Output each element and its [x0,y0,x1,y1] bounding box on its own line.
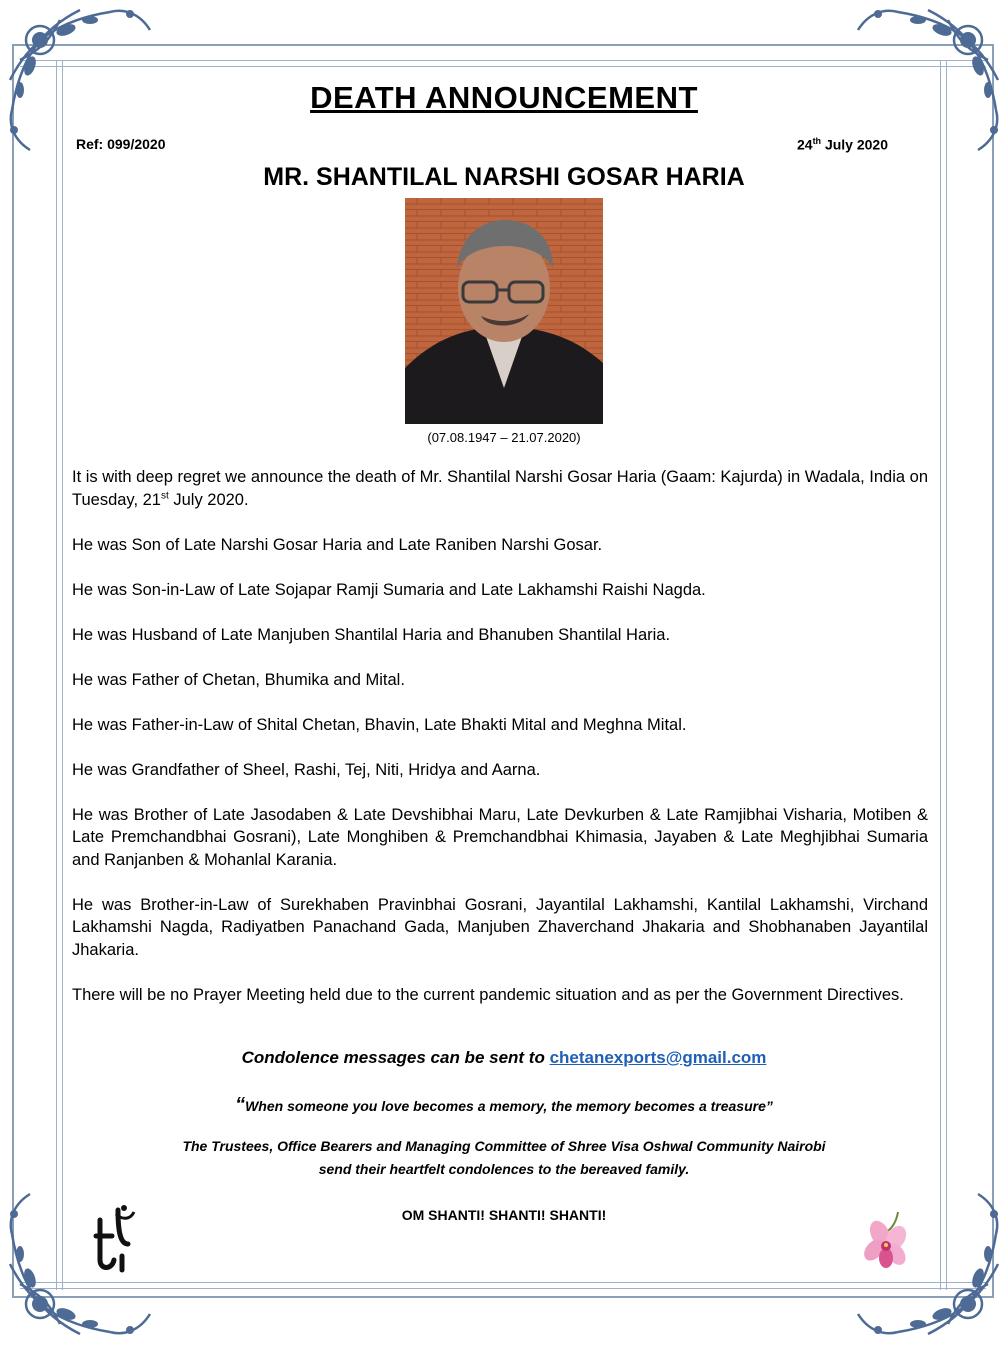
page-title: DEATH ANNOUNCEMENT [310,80,698,115]
jain-symbol-icon [92,1200,136,1274]
paragraph-siblings: He was Brother of Late Jasodaben & Late Devshibhai Maru, Late Devkurben & Late Ramjibhai Visharia, Motiben & Late Premchandbhai Gosrani), Late Monghiben & Premchandbhai Khimasia, Jayaben & Late Meghjibhai Sumaria and Ranjanben & Mohanlal Karania. [72,805,928,869]
condolence-line [0,1048,1008,1068]
paragraph-death-notice-text: It is with deep regret we announce the death of Mr. Shantilal Narshi Gosar Haria (Gaam: Kajurda) in Wadala, India on Tuesday, 21 [72,468,929,509]
paragraph-grandchildren: He was Grandfather of Sheel, Rashi, Tej, Niti, Hridya and Aarna. [72,760,541,779]
deceased-portrait [405,198,603,424]
paragraph-spouse: He was Husband of Late Manjuben Shantilal Haria and Bhanuben Shantilal Haria. [72,625,671,644]
quote-mark: “ [235,1094,246,1116]
lifespan-dates: (07.08.1947 – 21.07.2020) [427,430,581,445]
paragraph-prayer-meeting: There will be no Prayer Meeting held due to the current pandemic situation and as per the Government Directives. [72,985,904,1004]
orchid-icon [858,1210,914,1272]
date-month-year: July 2020 [821,136,888,153]
paragraph-siblings-in-law: He was Brother-in-Law of Surekhaben Pravinbhai Gosrani, Jayantilal Lakhamshi, Kantilal Lakhamshi, Virchand Lakhamshi Nagda, Radiyatben Panachand Gada, Manjuben Zhaverchand Jhakaria and Shobhanaben Jayantilal Jhakaria. [72,895,928,959]
trustees-line-1: The Trustees, Office Bearers and Managing Committee of Shree Visa Oshwal Community Nairobi [182,1138,826,1154]
trustees-line-2: send their heartfelt condolences to the bereaved family. [318,1161,690,1177]
paragraph-death-notice-end: July 2020. [168,490,249,509]
quote-text: When someone you love becomes a memory, the memory becomes a treasure” [245,1098,773,1114]
floral-corner-bottom-left-icon [0,1174,170,1344]
om-shanti: OM SHANTI! SHANTI! SHANTI! [401,1207,607,1223]
paragraph-parents: He was Son of Late Narshi Gosar Haria and Late Raniben Narshi Gosar. [72,535,603,554]
reference-number: Ref: 099/2020 [76,136,166,152]
announcement-date [797,136,888,153]
condolence-text: Condolence messages can be sent to [241,1048,550,1067]
date-ordinal-suffix: st [160,490,169,501]
trustees-message [0,1135,1008,1181]
paragraph-children-in-law: He was Father-in-Law of Shital Chetan, Bhavin, Late Bhakti Mital and Meghna Mital. [72,715,687,734]
date-day: 24 [796,136,813,153]
paragraph-death-notice [72,466,928,511]
paragraph-children: He was Father of Chetan, Bhumika and Mital. [72,670,405,689]
date-suffix: th [812,136,822,146]
memorial-quote [0,1094,1008,1117]
paragraph-parents-in-law: He was Son-in-Law of Late Sojapar Ramji Sumaria and Late Lakhamshi Raishi Nagda. [72,580,706,599]
announcement-body [72,466,928,1029]
deceased-name: MR. SHANTILAL NARSHI GOSAR HARIA [263,163,745,191]
email-link[interactable]: chetanexports@gmail.com [549,1048,767,1067]
